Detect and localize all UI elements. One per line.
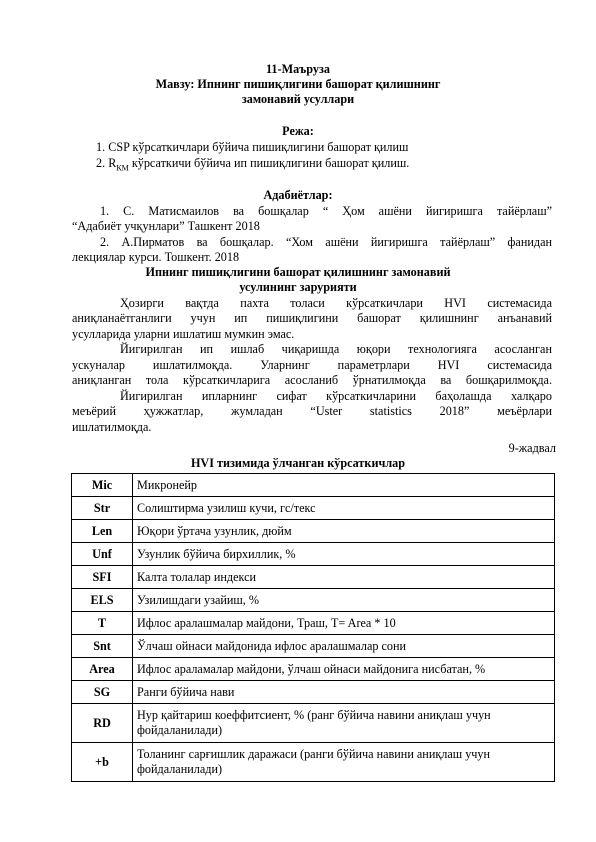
indicator-description: Ўлчаш ойнаси майдонида ифлос аралашмалар сони (133, 635, 555, 658)
paragraph-line: ускуналар ишлатилмоқда. Уларнинг параметрлари HVI системасида (72, 358, 552, 372)
indicator-description: Ранги бўйича нави (133, 681, 555, 704)
indicator-description: Толанинг сарғишлик даражаси (ранги бўйича навини аниқлаш учун фойдаланилади) (133, 743, 555, 782)
indicator-description: Юқори ўртача узунлик, дюйм (133, 520, 555, 543)
table-row (72, 497, 555, 520)
indicator-description: Узунлик бўйича бирхиллик, % (133, 543, 555, 566)
plan-item-1: 1. CSP кўрсаткичлари бўйича пишиқлигини башорат қилиш (96, 140, 409, 154)
indicator-description: Узилишдаги узайиш, % (133, 589, 555, 612)
table-body (72, 474, 555, 782)
indicator-code: Area (72, 658, 133, 681)
topic-line-2: замонавий усуллари (241, 92, 355, 106)
indicator-code: Str (72, 497, 133, 520)
indicator-description: Ифлос араламалар майдони, ўлчаш ойнаси майдонига нисбатан, % (133, 658, 555, 681)
indicator-code: Mic (72, 474, 133, 497)
indicator-description: Нур қайтариш коеффитсиент, % (ранг бўйича навини аниқлаш учун фойдаланилади) (133, 704, 555, 743)
table-row (72, 612, 555, 635)
indicator-code: T (72, 612, 133, 635)
indicator-code: Len (72, 520, 133, 543)
paragraph-line: усулларида уларни ишлатиш мумкин эмас. (72, 327, 295, 341)
paragraph-line: Йигирилган ипларнинг сифат кўрсаткичларини баҳолашда халқаро (120, 389, 552, 403)
table-row (72, 566, 555, 589)
literature-line-1: 1. С. Матисмаилов ва бошқалар “ Ҳом ашёни йигиришга тайёрлаш” (100, 204, 552, 218)
indicator-code: SFI (72, 566, 133, 589)
table-row (72, 658, 555, 681)
lecture-number: 11-Маъруза (266, 62, 330, 76)
hvi-indicators-table (71, 473, 555, 782)
topic-line-1: Мавзу: Ипнинг пишиқлигини башорат қилишнинг (155, 77, 441, 91)
indicator-code: RD (72, 704, 133, 743)
indicator-code: Unf (72, 543, 133, 566)
paragraph-line: аниқланаётганлиги учун ип пишиқлигини башорат қилишнинг анъанавий (72, 311, 552, 325)
paragraph-line: меъёрий ҳужжатлар, жумладан “Uster statistics 2018” меъёрлари (72, 404, 552, 418)
table-row (72, 474, 555, 497)
paragraph-line: Йигирилган ип ишлаб чиқаришда юқори технологияга асосланган (120, 342, 552, 356)
plan-item-2: 2. $R_{КМ}$ кўрсаткичи бўйича ип пишиқлигини башорат қилиш. (96, 156, 410, 173)
indicator-description: Калта толалар индекси (133, 566, 555, 589)
plan-title: Режа: (282, 124, 314, 138)
table-row (72, 635, 555, 658)
table-label: 9-жадвал (508, 441, 556, 455)
literature-line-2: “Адабиёт учқунлари” Ташкент 2018 (72, 219, 260, 233)
indicator-code: +b (72, 743, 133, 782)
table-row (72, 589, 555, 612)
section-title-2: усулининг зарурияти (239, 280, 357, 294)
table-title: HVI тизимида ўлчанган кўрсаткичлар (190, 456, 406, 470)
paragraph-line: аниқланган тола кўрсаткичларига асосланиб ўрнатилмоқда ва бошқарилмоқда. (72, 373, 552, 387)
indicator-description: Ифлос аралашмалар майдони, Траш, T= Area * 10 (133, 612, 555, 635)
indicator-code: SG (72, 681, 133, 704)
table-row (72, 704, 555, 743)
table-row (72, 543, 555, 566)
literature-line-3: 2. А.Пирматов ва бошқалар. “Хом ашёни йигиришга тайёрлаш” фанидан (100, 235, 552, 249)
indicator-description: Солиштирма узилиш кучи, гс/текс (133, 497, 555, 520)
literature-title: Адабиётлар: (263, 188, 333, 202)
literature-line-4: лекциялар курси. Тошкент. 2018 (72, 250, 240, 264)
indicator-code: ELS (72, 589, 133, 612)
subscript: КМ (116, 163, 129, 173)
table-row (72, 681, 555, 704)
indicator-description: Микронейр (133, 474, 555, 497)
indicator-code: Snt (72, 635, 133, 658)
paragraph-line: Ҳозирги вақтда пахта толаси кўрсаткичлари HVI системасида (120, 296, 552, 310)
paragraph-line: ишлатилмоқда. (72, 420, 152, 434)
section-title-1: Ипнинг пишиқлигини башорат қилишнинг замонавий (145, 265, 451, 279)
table-row (72, 520, 555, 543)
table-row (72, 743, 555, 782)
